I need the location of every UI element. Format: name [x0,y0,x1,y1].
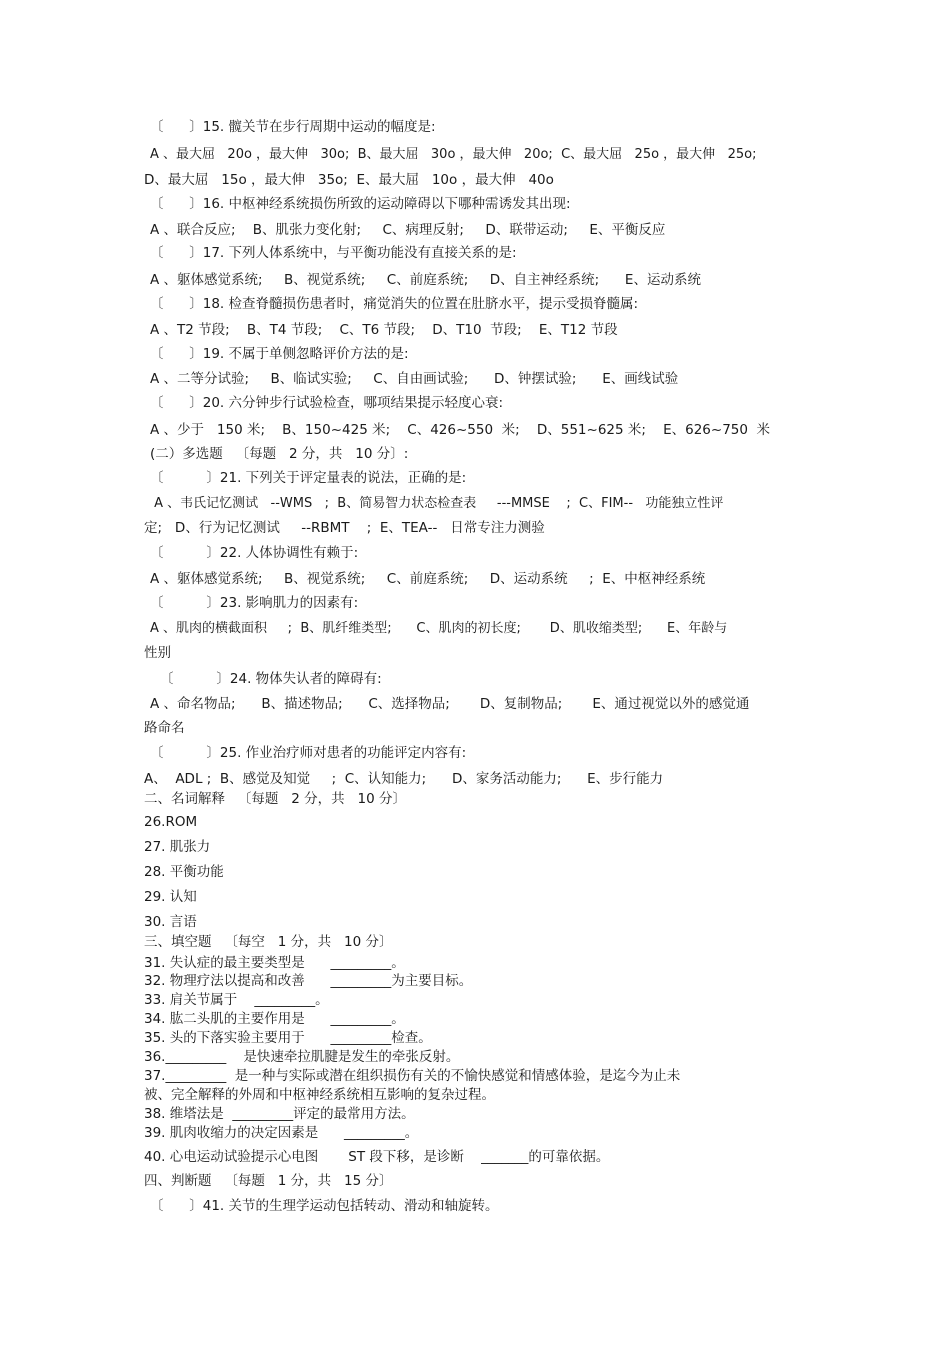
question-25-options: A、 ADL ; B、感觉及知觉 ; C、认知能力; D、家务活动能力; E、步行能力 [144,771,664,787]
term-26: 26.ROM [144,814,198,830]
section-multiple-choice-heading: (二）多选题 〔每题 2 分，共 10 分〕: [150,446,409,462]
fill-37-line-1: 37._________ 是一种与实际或潜在组织损伤有关的不愉快感觉和情感体验，是迄今为止未 [144,1068,681,1084]
question-21-options-2: 定; D、行为记忆测试 --RBMT ; E、TEA-- 日常专注力测验 [144,520,545,536]
fill-34: 34. 肱二头肌的主要作用是 _________。 [144,1011,405,1027]
question-15-options-2: D、最大屈 15o ，最大伸 35o; E、最大屈 10o ，最大伸 40o [144,172,554,188]
question-23: 〔 〕23. 影响肌力的因素有: [150,595,359,611]
fill-35: 35. 头的下落实验主要用于 _________检查。 [144,1030,432,1046]
section-term-definitions-heading: 二、名词解释 〔每题 2 分，共 10 分〕 [144,791,406,807]
fill-37-line-2: 被、完全解释的外周和中枢神经系统相互影响的复杂过程。 [144,1087,495,1103]
question-20: 〔 〕20. 六分钟步行试验检查，哪项结果提示轻度心衰: [150,395,504,411]
question-25: 〔 〕25. 作业治疗师对患者的功能评定内容有: [150,745,467,761]
question-17-options: A 、躯体感觉系统; B、视觉系统; C、前庭系统; D、自主神经系统; E、运动系统 [150,272,701,288]
question-15-options-1: A 、最大屈 20o ，最大伸 30o; B、最大屈 30o ，最大伸 20o; C、最大屈 25o ，最大伸 25o; [150,147,757,162]
question-15: 〔 〕15. 髋关节在步行周期中运动的幅度是: [150,119,436,135]
question-18: 〔 〕18. 检查脊髓损伤患者时，痛觉消失的位置在肚脐水平，提示受损脊髓属: [150,296,639,312]
question-19: 〔 〕19. 不属于单侧忽略评价方法的是: [150,346,409,362]
question-23-options-2: 性别 [144,645,171,661]
question-24: 〔 〕24. 物体失认者的障碍有: [160,671,382,687]
question-23-options-1: A 、肌肉的横截面积 ; B、肌纤维类型; C、肌肉的初长度; D、肌收缩类型; E、年龄与 [150,621,728,636]
fill-31: 31. 失认症的最主要类型是 _________。 [144,955,405,971]
question-17: 〔 〕17. 下列人体系统中，与平衡功能没有直接关系的是: [150,245,517,261]
question-21-options-1: A 、韦氏记忆测试 --WMS ; B、简易智力状态检查表 ---MMSE ; C、FIM-- 功能独立性评 [150,496,724,511]
question-18-options: A 、T2 节段; B、T4 节段; C、T6 节段; D、T10 节段; E、T12 节段 [150,322,618,338]
fill-36: 36._________ 是快速牵拉肌腱是发生的牵张反射。 [144,1049,460,1065]
section-fill-in-heading: 三、填空题 〔每空 1 分，共 10 分〕 [144,934,393,950]
term-30: 30. 言语 [144,914,197,930]
section-true-false-heading: 四、判断题 〔每题 1 分，共 15 分〕 [144,1173,393,1189]
question-16-options: A 、联合反应; B、肌张力变化射; C、病理反射; D、联带运动; E、平衡反应 [150,222,666,238]
fill-38: 38. 维塔法是 _________评定的最常用方法。 [144,1106,415,1122]
term-28: 28. 平衡功能 [144,864,224,880]
question-22: 〔 〕22. 人体协调性有赖于: [150,545,359,561]
question-24-options-2: 路命名 [144,720,185,736]
fill-39: 39. 肌肉收缩力的决定因素是 _________。 [144,1125,419,1141]
term-29: 29. 认知 [144,889,197,905]
question-21: 〔 〕21. 下列关于评定量表的说法，正确的是: [150,470,467,486]
fill-40: 40. 心电运动试验提示心电图 ST 段下移，是诊断 _______的可靠依据。 [144,1149,610,1165]
fill-32: 32. 物理疗法以提高和改善 _________为主要目标。 [144,973,473,989]
question-19-options: A 、二等分试验; B、临试实验; C、自由画试验; D、钟摆试验; E、画线试验 [150,371,679,387]
question-24-options-1: A 、命名物品; B、描述物品; C、选择物品; D、复制物品; E、通过视觉以外的感觉通 [150,696,750,712]
question-22-options: A 、躯体感觉系统; B、视觉系统; C、前庭系统; D、运动系统 ; E、中枢神经系统 [150,571,706,587]
question-20-options: A 、少于 150 米; B、150~425 米; C、426~550 米; D、551~625 米; E、626~750 米 [150,422,771,438]
fill-33: 33. 肩关节属于 _________。 [144,992,329,1008]
question-16: 〔 〕16. 中枢神经系统损伤所致的运动障碍以下哪种需诱发其出现: [150,196,571,212]
question-41: 〔 〕41. 关节的生理学运动包括转动、滑动和轴旋转。 [150,1198,499,1214]
term-27: 27. 肌张力 [144,839,211,855]
